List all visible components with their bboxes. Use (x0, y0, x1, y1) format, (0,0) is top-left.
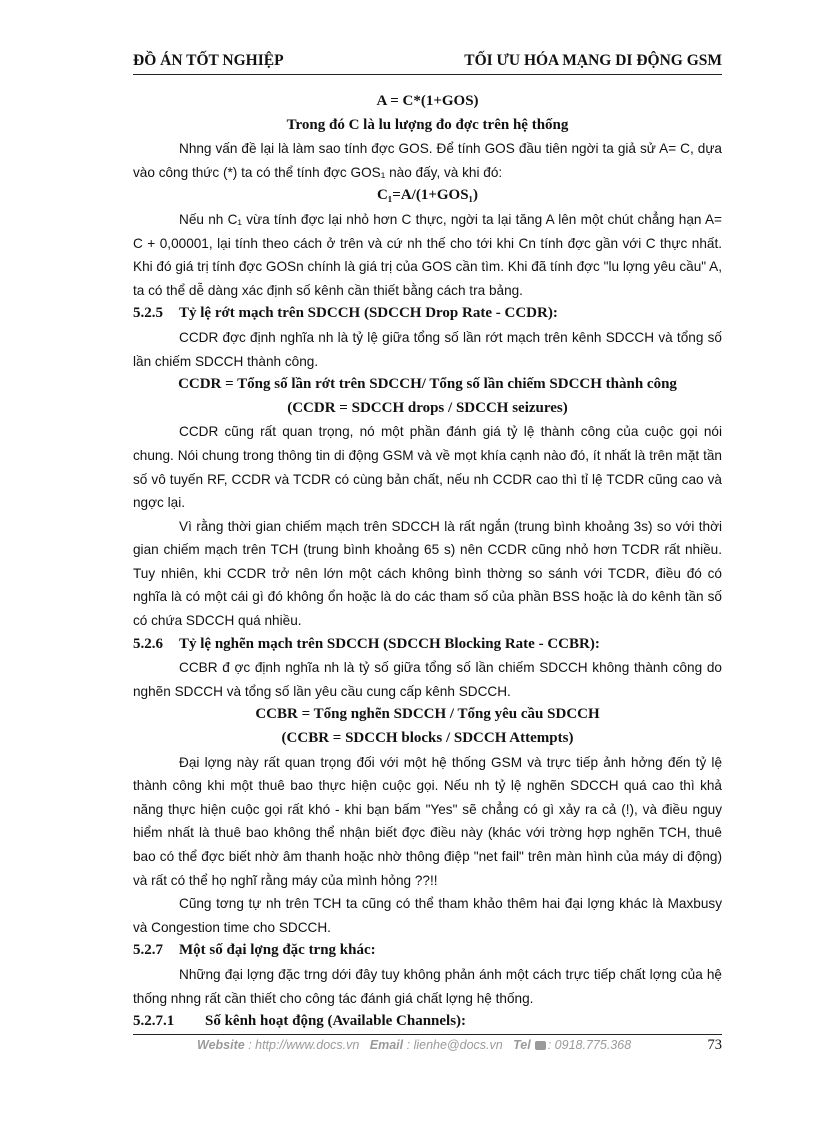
paragraph-1: Nhng vấn đề lại là làm sao tính đợc GOS. Để tính GOS đầu tiên ngời ta giả sử A= C, dựa vào công thức (*) ta có thể tính đợc GOS₁ nào đấy, và khi đó: (133, 141, 722, 180)
tel-label: Tel (513, 1038, 531, 1052)
email-link[interactable]: : lienhe@docs.vn (406, 1038, 503, 1052)
section-title: Tỷ lệ rớt mạch trên SDCCH (SDCCH Drop Rate - CCDR): (179, 305, 558, 322)
section-heading-5-2-6 (133, 633, 722, 657)
formula-a: A = C*(1+GOS) (376, 93, 479, 109)
section-number: 5.2.5 (133, 305, 163, 322)
section-heading-5-2-5 (133, 302, 722, 326)
website-link[interactable]: : http://www.docs.vn (248, 1038, 360, 1052)
section-number: 5.2.7.1 (133, 1013, 175, 1030)
paragraph-4: CCDR cũng rất quan trọng, nó một phần đánh giá tỷ lệ thành công của cuộc gọi nói chung. Nói chung trong thông tin di động GSM và về mọt khía cạnh nào đó, ít nhất là trên mặt tần số vô tuyến RF, CCDR và TCDR có cùng bản chất, nếu nh CCDR cao thì tỉ lệ TCDR cũng cao và ngợc lại. (133, 424, 722, 511)
footer-contact (197, 1038, 631, 1052)
header-left-title: ĐỒ ÁN TỐT NGHIỆP (133, 52, 284, 69)
formula-a-note: Trong đó C là lu lượng đo đợc trên hệ thống (286, 116, 569, 133)
section-number: 5.2.6 (133, 635, 163, 652)
phone-icon (535, 1041, 546, 1050)
formula-ccdr: CCDR = Tổng số lần rớt trên SDCCH/ Tổng số lần chiếm SDCCH thành công (178, 376, 677, 393)
section-title: Một số đại lợng đặc trng khác: (179, 942, 376, 959)
section-title: Số kênh hoạt động (Available Channels): (205, 1013, 467, 1030)
paragraph-2: Nếu nh C₁ vừa tính đợc lại nhỏ hơn C thực, ngời ta lại tăng A lên một chút chẳng hạn A= C + 0,00001, lại tính theo cách ở trên và cứ nh thế cho tới khi Cn tính đợc gần với C thực nhất. Khi đó giá trị tính đợc GOSn chính là giá trị của GOS cần tìm. Khi đã tính đợc "lu lợng yêu cầu" A, ta có thể dễ dàng xác định số kênh cần thiết bằng cách tra bảng. (133, 211, 722, 298)
page-content (133, 90, 722, 1034)
section-heading-5-2-7 (133, 939, 722, 963)
header-right-title: TỐI ƯU HÓA MẠNG DI ĐỘNG GSM (464, 52, 722, 69)
formula-ccbr: CCBR = Tổng nghẽn SDCCH / Tổng yêu cầu SDCCH (255, 706, 600, 723)
tel-number: : 0918.775.368 (547, 1038, 632, 1052)
paragraph-6: CCBR đ ợc định nghĩa nh là tỷ số giữa tổng số lần chiếm SDCCH không thành công do nghẽn SDCCH và tổng số lần yêu cầu cung cấp kênh SDCCH. (133, 660, 722, 699)
paragraph-5: Vì rằng thời gian chiếm mạch trên SDCCH là rất ngắn (trung bình khoảng 3s) so với thời gian chiếm mạch trên TCH (trung bình khoảng 65 s) nên CCDR cũng nhỏ hơn TCDR rất nhiều. Tuy nhiên, khi CCDR trở nên lớn một cách không bình thờng so sánh với TCDR, điều đó có nghĩa là có một cái gì đó không ổn hoặc là do các tham số của phần BSS hoặc là do kênh tần số có chứa SDCCH quá nhiều. (133, 518, 722, 629)
page-header (133, 52, 722, 75)
page-footer (133, 1034, 722, 1059)
paragraph-3: CCDR đợc định nghĩa nh là tỷ lệ giữa tổng số lần rớt mạch trên kênh SDCCH và tổng số lần chiếm SDCCH thành công. (133, 329, 722, 369)
formula-ccbr-en: (CCBR = SDCCH blocks / SDCCH Attempts) (281, 730, 574, 747)
section-heading-5-2-7-1 (133, 1010, 722, 1034)
paragraph-7: Đại lợng này rất quan trọng đối với một hệ thống GSM và trực tiếp ảnh hởng đến tỷ lệ thành công khi một thuê bao thực hiện cuộc gọi. Nếu nh tỷ lệ nghẽn SDCCH quá cao thì khả năng thực hiện cuộc gọi rất khó - khi bạn bấm "Yes" sẽ chẳng có gì xảy ra cả (!), và điều nguy hiểm nhất là thuê bao không thể nhận biết đợc điều này (khác với trờng hợp nghẽn TCH, thuê bao có thể đợc biết nhờ âm thanh hoặc nhờ thông điệp "net fail" trên màn hình của máy di động) và rất có thể họ nghĩ rằng máy của mình hỏng ??!! (133, 754, 722, 888)
email-label: Email (369, 1038, 404, 1052)
formula-ccdr-en: (CCDR = SDCCH drops / SDCCH seizures) (287, 399, 568, 416)
section-title: Tỷ lệ nghẽn mạch trên SDCCH (SDCCH Blocking Rate - CCBR): (179, 635, 600, 652)
section-number: 5.2.7 (133, 942, 163, 959)
formula-c1: C₁=A/(1+GOS₁) (376, 187, 479, 204)
paragraph-9: Những đại lợng đặc trng dới đây tuy không phản ánh một cách trực tiếp chất lợng của hệ thống nhng rất cần thiết cho công tác đánh giá chất lợng hệ thống. (133, 966, 722, 1006)
paragraph-8: Cũng tơng tự nh trên TCH ta cũng có thể tham khảo thêm hai đại lợng khác là Maxbusy và Congestion time cho SDCCH. (133, 896, 722, 935)
website-label: Website (197, 1038, 245, 1052)
page-number: 73 (707, 1037, 722, 1053)
